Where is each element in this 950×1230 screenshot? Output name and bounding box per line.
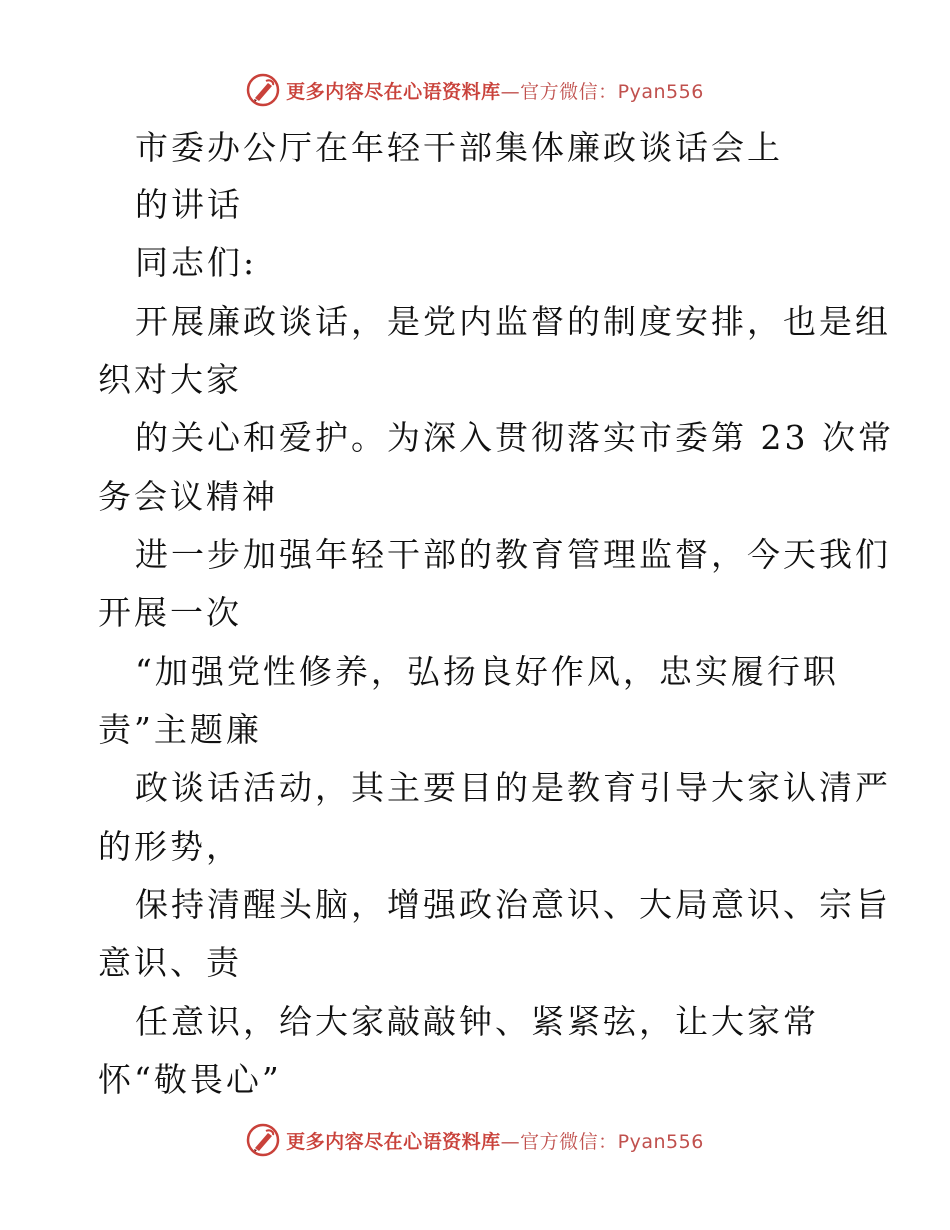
header-banner-text bbox=[286, 77, 704, 104]
document-title-line-1: 市委办公厅在年轻干部集体廉政谈话会上 bbox=[135, 128, 783, 167]
header-wechat-text: 官方微信：Pyan556 bbox=[520, 80, 704, 103]
logo-icon bbox=[246, 73, 280, 107]
footer-banner-text bbox=[286, 1127, 704, 1154]
text-line: 责”主题廉 bbox=[98, 710, 262, 749]
text-line: “加强党性修养，弘扬良好作风，忠实履行职 bbox=[135, 652, 839, 691]
footer-wechat-text: 官方微信：Pyan556 bbox=[520, 1130, 704, 1153]
header-banner bbox=[0, 70, 950, 110]
text-line: 意识、责 bbox=[98, 943, 242, 982]
document-title-line-2: 的讲话 bbox=[135, 185, 243, 224]
footer-brand-text: 更多内容尽在心语资料库 bbox=[286, 1130, 501, 1153]
footer-dash: — bbox=[500, 1130, 521, 1153]
logo-icon bbox=[246, 1123, 280, 1157]
footer-banner bbox=[0, 1120, 950, 1160]
text-line: 织对大家 bbox=[98, 360, 242, 399]
text-line: 的关心和爱护。为深入贯彻落实市委第 23 次常 bbox=[135, 418, 894, 457]
text-line: 保持清醒头脑，增强政治意识、大局意识、宗旨 bbox=[135, 885, 891, 924]
text-line: 怀“敬畏心” bbox=[98, 1060, 282, 1099]
header-dash: — bbox=[500, 80, 521, 103]
header-brand-text: 更多内容尽在心语资料库 bbox=[286, 80, 501, 103]
text-line: 开展廉政谈话，是党内监督的制度安排，也是组 bbox=[135, 302, 891, 341]
text-line: 开展一次 bbox=[98, 593, 242, 632]
text-line: 的形势， bbox=[98, 827, 242, 866]
text-line: 务会议精神 bbox=[98, 477, 278, 516]
salutation: 同志们: bbox=[135, 243, 258, 282]
text-line: 进一步加强年轻干部的教育管理监督，今天我们 bbox=[135, 535, 891, 574]
text-line: 任意识，给大家敲敲钟、紧紧弦，让大家常 bbox=[135, 1002, 819, 1041]
text-line: 政谈话活动，其主要目的是教育引导大家认清严 bbox=[135, 768, 891, 807]
